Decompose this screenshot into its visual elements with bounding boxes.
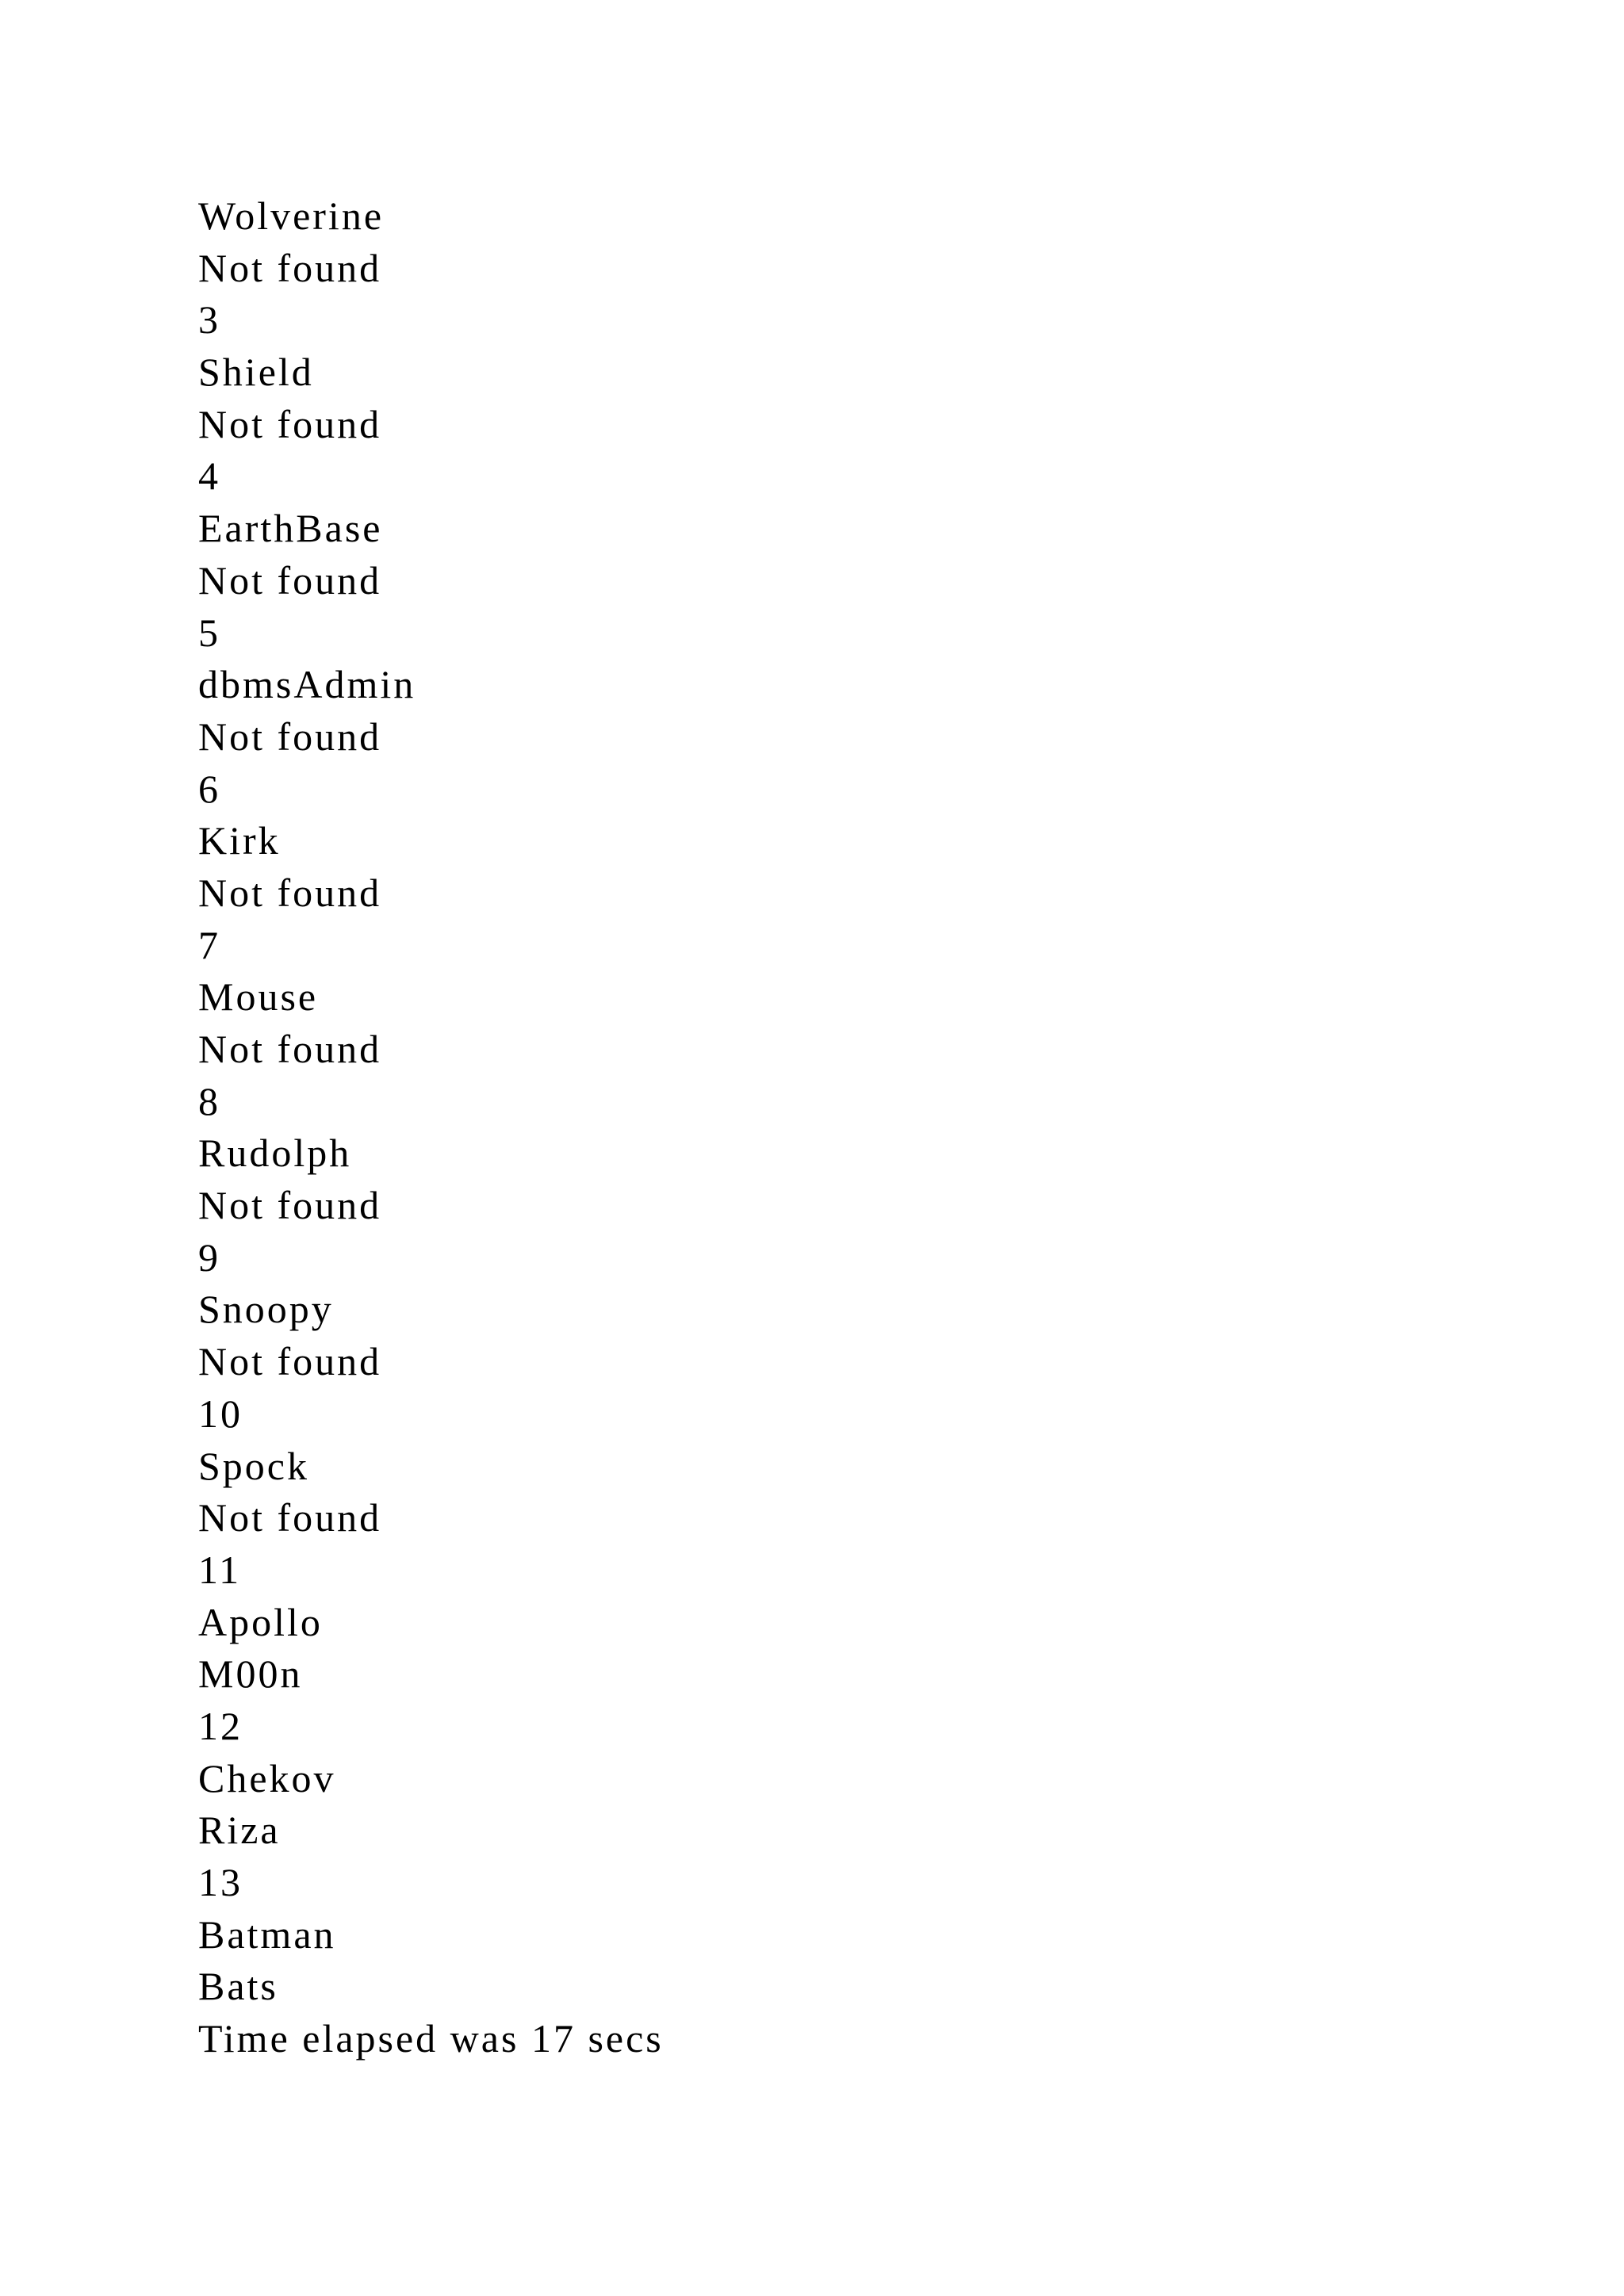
text-line: EarthBase <box>198 506 383 551</box>
output-text-block <box>198 190 664 2065</box>
text-line: 8 <box>198 1078 220 1123</box>
text-line: 12 <box>198 1703 243 1748</box>
text-line: Not found <box>198 245 382 290</box>
text-line: Not found <box>198 1183 382 1228</box>
text-line: 13 <box>198 1860 243 1904</box>
text-line: M00n <box>198 1651 303 1697</box>
text-line: Wolverine <box>198 193 385 238</box>
text-line: 6 <box>198 766 220 811</box>
elapsed-time-line: Time elapsed was 17 secs <box>198 2016 664 2061</box>
text-line: Kirk <box>198 818 281 863</box>
text-line: Riza <box>198 1808 281 1853</box>
text-line: Not found <box>198 1495 382 1540</box>
text-line: Chekov <box>198 1755 336 1800</box>
text-line: Mouse <box>198 974 319 1020</box>
text-line: dbmsAdmin <box>198 662 416 707</box>
text-line: 4 <box>198 453 220 499</box>
text-line: Snoopy <box>198 1287 334 1332</box>
text-line: Spock <box>198 1443 309 1488</box>
text-line: Not found <box>198 714 382 759</box>
text-line: Bats <box>198 1964 278 2009</box>
text-line: 10 <box>198 1391 243 1436</box>
text-line: Not found <box>198 870 382 915</box>
text-line: Not found <box>198 557 382 603</box>
text-line: Apollo <box>198 1599 323 1644</box>
text-line: Not found <box>198 401 382 446</box>
text-line: Shield <box>198 350 314 395</box>
text-line: 9 <box>198 1234 220 1280</box>
text-line: 3 <box>198 297 220 342</box>
text-line: Not found <box>198 1027 382 1071</box>
text-line: Rudolph <box>198 1131 352 1176</box>
text-line: 7 <box>198 922 220 967</box>
text-line: Not found <box>198 1339 382 1384</box>
text-line: Batman <box>198 1911 336 1957</box>
text-line: 5 <box>198 610 220 655</box>
text-line: 11 <box>198 1547 242 1592</box>
